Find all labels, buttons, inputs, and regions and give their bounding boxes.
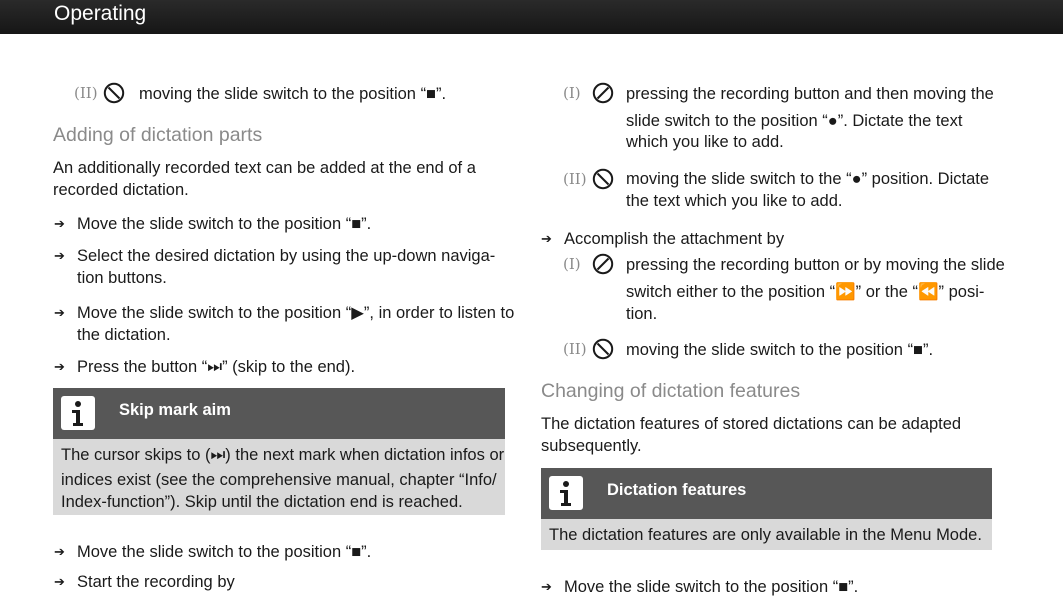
info-box-header (541, 468, 992, 519)
info-box-body (53, 439, 505, 515)
paragraph-line: recorded dictation. (53, 181, 189, 199)
step-text: switch either to the position “⏩” or the “⏪” posi- (626, 283, 985, 301)
arrow-right-icon: ➔ (541, 231, 552, 246)
step-text: moving the slide switch to the position “■”. (139, 85, 447, 103)
arrow-right-icon: ➔ (54, 574, 65, 589)
info-box-line: indices exist (see the comprehensive manual, chapter “Info/ (61, 471, 497, 489)
paragraph-line: subsequently. (541, 437, 642, 455)
step-number: (II) (563, 170, 587, 188)
step-text: moving the slide switch to the position “■”. (626, 341, 934, 359)
info-icon (549, 476, 583, 510)
section-heading: Changing of dictation features (541, 380, 801, 402)
arrow-right-icon: ➔ (54, 359, 65, 374)
step-text: pressing the recording button or by moving the slide (626, 256, 1005, 274)
bullet-text: Accomplish the attachment by (564, 230, 785, 248)
step-text: which you like to add. (626, 133, 784, 151)
info-box-title: Dictation features (607, 481, 747, 499)
page-header (0, 0, 1063, 34)
alternative-two-icon (592, 338, 614, 360)
section-heading: Adding of dictation parts (53, 124, 263, 146)
step-text: tion. (626, 305, 658, 323)
arrow-right-icon: ➔ (541, 579, 552, 594)
arrow-right-icon: ➔ (54, 216, 65, 231)
arrow-right-icon: ➔ (54, 544, 65, 559)
bullet-text: Start the recording by (77, 573, 235, 591)
info-box-line: The dictation features are only available in the Menu Mode. (549, 526, 982, 544)
paragraph-line: The dictation features of stored dictations can be adapted (541, 415, 962, 433)
arrow-right-icon: ➔ (54, 305, 65, 320)
alternative-two-icon (592, 168, 614, 190)
step-text: moving the slide switch to the “●” position. Dictate (626, 170, 990, 188)
info-box-line: The cursor skips to (⏭) the next mark when dictation infos or (61, 446, 505, 464)
bullet-text: Select the desired dictation by using the up-down naviga- (77, 247, 496, 265)
bullet-text: Move the slide switch to the position “■”. (77, 543, 372, 561)
bullet-text: Move the slide switch to the position “■”. (564, 578, 859, 596)
step-number: (II) (74, 84, 98, 102)
alternative-one-icon (592, 82, 614, 104)
step-text: pressing the recording button and then moving the (626, 85, 994, 103)
step-number: (II) (563, 340, 587, 358)
step-text: the text which you like to add. (626, 192, 843, 210)
arrow-right-icon: ➔ (54, 248, 65, 263)
alternative-one-icon (592, 253, 614, 275)
bullet-text: Press the button “⏭” (skip to the end). (77, 358, 356, 376)
info-box-body (541, 519, 992, 550)
bullet-text: the dictation. (77, 326, 171, 344)
step-text: slide switch to the position “●”. Dictate the text (626, 112, 963, 130)
bullet-text: Move the slide switch to the position “■”. (77, 215, 372, 233)
step-number: (I) (563, 255, 581, 273)
info-box-header (53, 388, 505, 439)
info-icon (61, 396, 95, 430)
info-box-line: Index-function”). Skip until the dictation end is reached. (61, 493, 463, 511)
info-box-title: Skip mark aim (119, 401, 231, 419)
page-title: Operating (54, 2, 147, 25)
bullet-text: tion buttons. (77, 269, 167, 287)
step-number: (I) (563, 84, 581, 102)
bullet-text: Move the slide switch to the position “▶”, in order to listen to (77, 304, 515, 322)
paragraph-line: An additionally recorded text can be added at the end of a (53, 159, 476, 177)
alternative-two-icon (103, 82, 125, 104)
